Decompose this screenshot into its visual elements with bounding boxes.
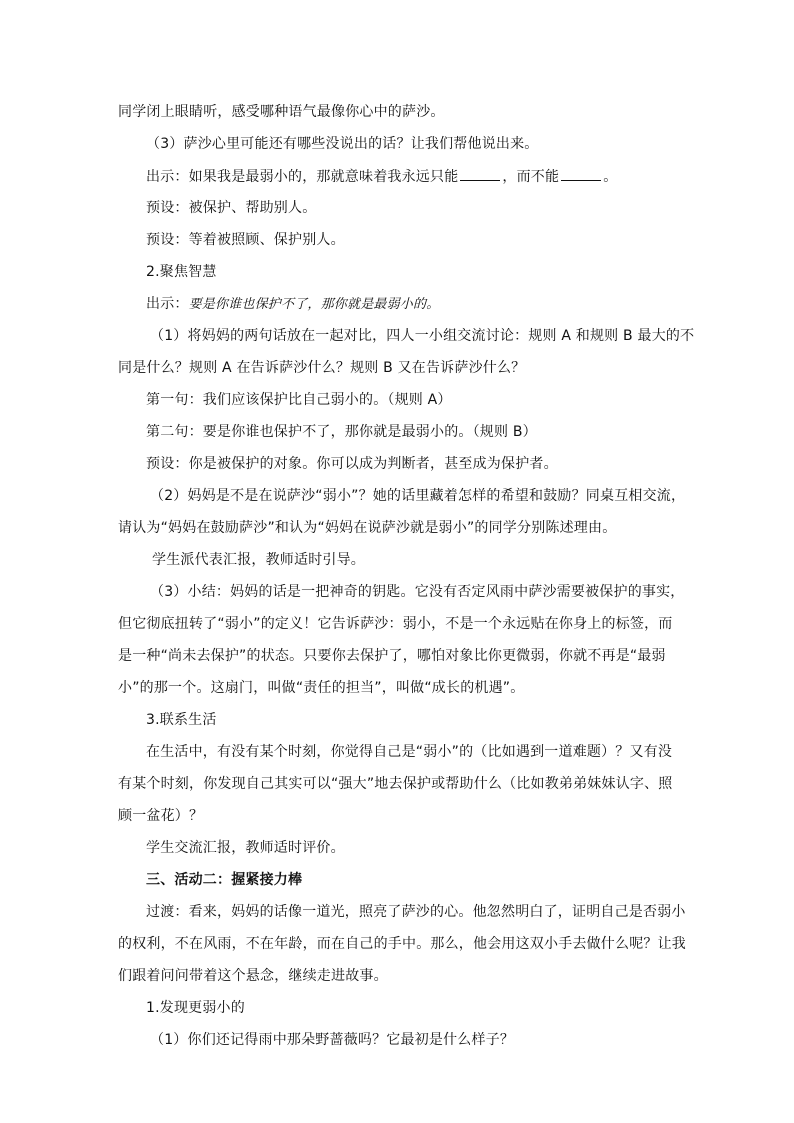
text-line-with-blanks	[146, 166, 686, 187]
fill-blank	[561, 166, 601, 181]
text-line: 学生交流汇报，教师适时评价。	[146, 840, 345, 856]
text-line: （2）妈妈是不是在说萨沙“弱小”？她的话里藏着怎样的希望和鼓励？同桌互相交流，	[150, 488, 686, 504]
section-heading: 3.联系生活	[146, 712, 217, 728]
text-line: （3）萨沙心里可能还有哪些没说出的话？让我们帮他说出来。	[146, 136, 539, 152]
text-line: 预设：被保护、帮助别人。	[146, 200, 317, 216]
text-line: 但它彻底扭转了“弱小”的定义！它告诉萨沙：弱小，不是一个永远贴在你身上的标签，而	[118, 616, 673, 632]
text-line: （3）小结：妈妈的话是一把神奇的钥匙。它没有否定风雨中萨沙需要被保护的事实，	[150, 584, 685, 600]
text-line: （1）将妈妈的两句话放在一起对比，四人一小组交流讨论：规则 A 和规则 B 最大的不	[150, 328, 695, 344]
text-fragment: ，而不能	[502, 169, 560, 185]
text-fragment: 出示：	[146, 296, 189, 312]
text-fragment: 。	[603, 169, 618, 185]
text-line: （1）你们还记得雨中那朵野蔷薇吗？它最初是什么样子？	[150, 1032, 515, 1048]
fill-blank	[460, 166, 500, 181]
text-line: 预设：等着被照顾、保护别人。	[146, 232, 345, 248]
text-line: 过渡：看来，妈妈的话像一道光，照亮了萨沙的心。他忽然明白了，证明自己是否弱小	[146, 904, 686, 920]
section-heading-bold: 三、活动二：握紧接力棒	[146, 872, 303, 888]
text-line: 请认为“妈妈在鼓励萨沙”和认为“妈妈在说萨沙就是弱小”的同学分别陈述理由。	[118, 520, 617, 536]
text-line: 预设：你是被保护的对象。你可以成为判断者，甚至成为保护者。	[146, 456, 558, 472]
section-heading: 1.发现更弱小的	[146, 1000, 245, 1016]
text-line: 同学闭上眼睛听，感受哪种语气最像你心中的萨沙。	[118, 104, 445, 120]
text-line: 同是什么？规则 A 在告诉萨沙什么？规则 B 又在告诉萨沙什么？	[118, 360, 526, 376]
text-line: 第一句：我们应该保护比自己弱小的。（规则 A）	[146, 392, 452, 408]
text-line	[146, 294, 686, 315]
text-line: 们跟着问问带着这个悬念，继续走进故事。	[118, 968, 388, 984]
text-fragment: 出示：如果我是最弱小的，那就意味着我永远只能	[146, 169, 459, 185]
quote-script: 要是你谁也保护不了，那你就是最弱小的。	[188, 297, 440, 312]
text-line: 第二句：要是你谁也保护不了，那你就是最弱小的。（规则 B）	[146, 424, 537, 440]
text-line: 小”的那一个。这扇门，叫做“责任的担当”，叫做“成长的机遇”。	[118, 680, 525, 696]
section-heading: 2.聚焦智慧	[146, 264, 217, 280]
text-line: 学生派代表汇报，教师适时引导。	[152, 552, 365, 568]
text-line: 在生活中，有没有某个时刻，你觉得自己是“弱小”的（比如遇到一道难题）？又有没	[146, 744, 673, 760]
text-line: 是一种“尚未去保护”的状态。只要你去保护了，哪怕对象比你更微弱，你就不再是“最弱	[118, 648, 666, 664]
text-line: 的权利，不在风雨，不在年龄，而在自己的手中。那么，他会用这双小手去做什么呢？让我	[118, 936, 686, 952]
text-line: 顾一盆花）？	[118, 808, 204, 824]
text-line: 有某个时刻，你发现自己其实可以“强大”地去保护或帮助什么（比如教弟弟妹妹认字、照	[118, 776, 673, 792]
